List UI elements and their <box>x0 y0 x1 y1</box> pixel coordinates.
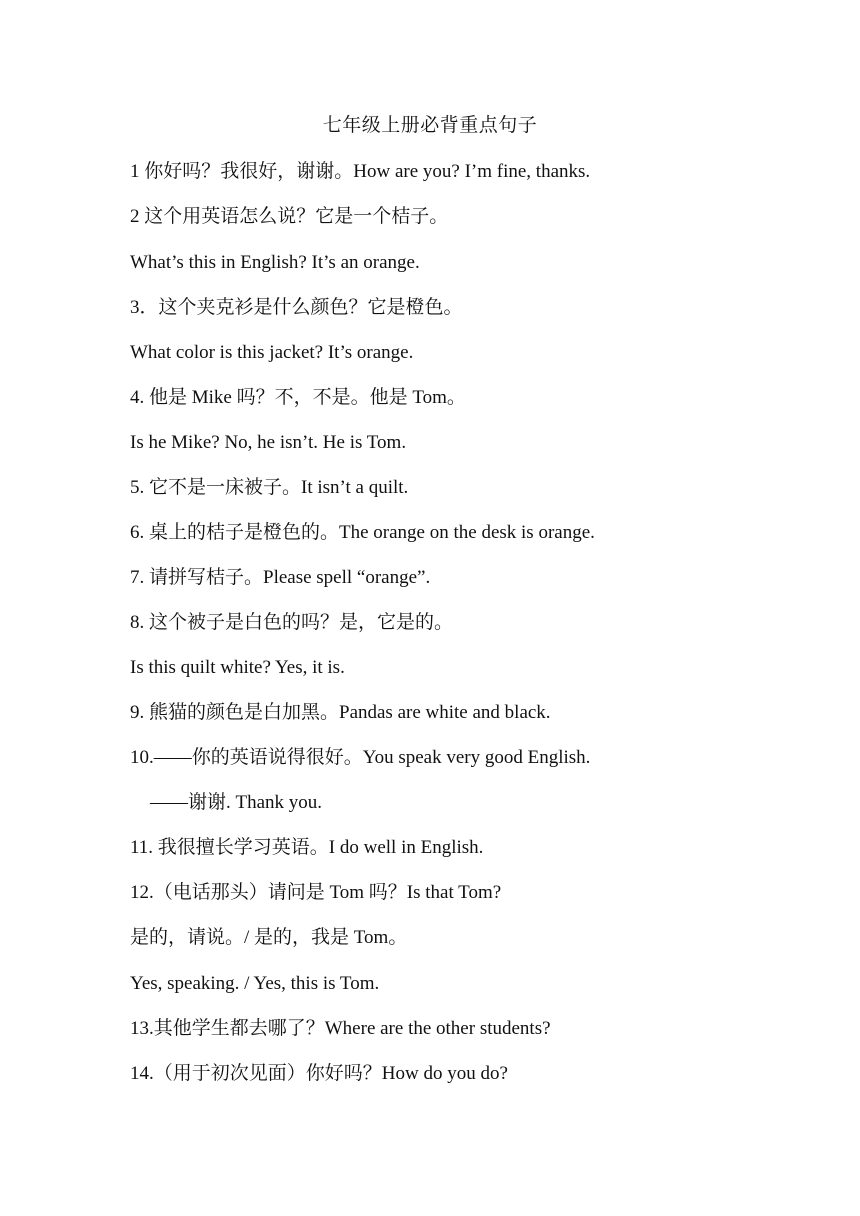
sentence-line-3-en: What color is this jacket? It’s orange. <box>130 342 414 363</box>
sentence-line-10-reply: ——谢谢. Thank you. <box>150 792 323 813</box>
sentence-line-12-cn-reply: 是的，请说。/ 是的，我是 Tom。 <box>130 927 408 948</box>
sentence-line-13: 13.其他学生都去哪了？Where are the other students? <box>130 1018 551 1039</box>
sentence-line-2-en: What’s this in English? It’s an orange. <box>130 252 420 273</box>
sentence-line-7: 7. 请拼写桔子。Please spell “orange”. <box>130 567 431 588</box>
sentence-line-4-cn: 4. 他是 Mike 吗？不，不是。他是 Tom。 <box>130 387 466 408</box>
sentence-line-1: 1 你好吗？我很好，谢谢。How are you? I’m fine, thanks. <box>130 161 591 182</box>
sentence-line-5: 5. 它不是一床被子。It isn’t a quilt. <box>130 477 409 498</box>
sentence-line-10: 10.——你的英语说得很好。You speak very good English. <box>130 747 591 768</box>
sentence-line-8-cn: 8. 这个被子是白色的吗？是，它是的。 <box>130 612 454 633</box>
sentence-line-14: 14.（用于初次见面）你好吗？How do you do? <box>130 1063 508 1084</box>
sentence-line-9: 9. 熊猫的颜色是白加黑。Pandas are white and black. <box>130 702 551 723</box>
sentence-line-11: 11. 我很擅长学习英语。I do well in English. <box>130 837 484 858</box>
sentence-line-12: 12.（电话那头）请问是 Tom 吗？Is that Tom? <box>130 882 502 903</box>
document-title: 七年级上册必背重点句子 <box>322 115 538 136</box>
sentence-line-8-en: Is this quilt white? Yes, it is. <box>130 657 345 678</box>
sentence-line-4-en: Is he Mike? No, he isn’t. He is Tom. <box>130 432 407 453</box>
sentence-line-6: 6. 桌上的桔子是橙色的。The orange on the desk is orange. <box>130 522 595 543</box>
sentence-line-2-cn: 2 这个用英语怎么说？它是一个桔子。 <box>130 206 449 227</box>
sentence-line-3-cn: 3．这个夹克衫是什么颜色？它是橙色。 <box>130 297 463 318</box>
sentence-line-12-en-reply: Yes, speaking. / Yes, this is Tom. <box>130 973 380 994</box>
